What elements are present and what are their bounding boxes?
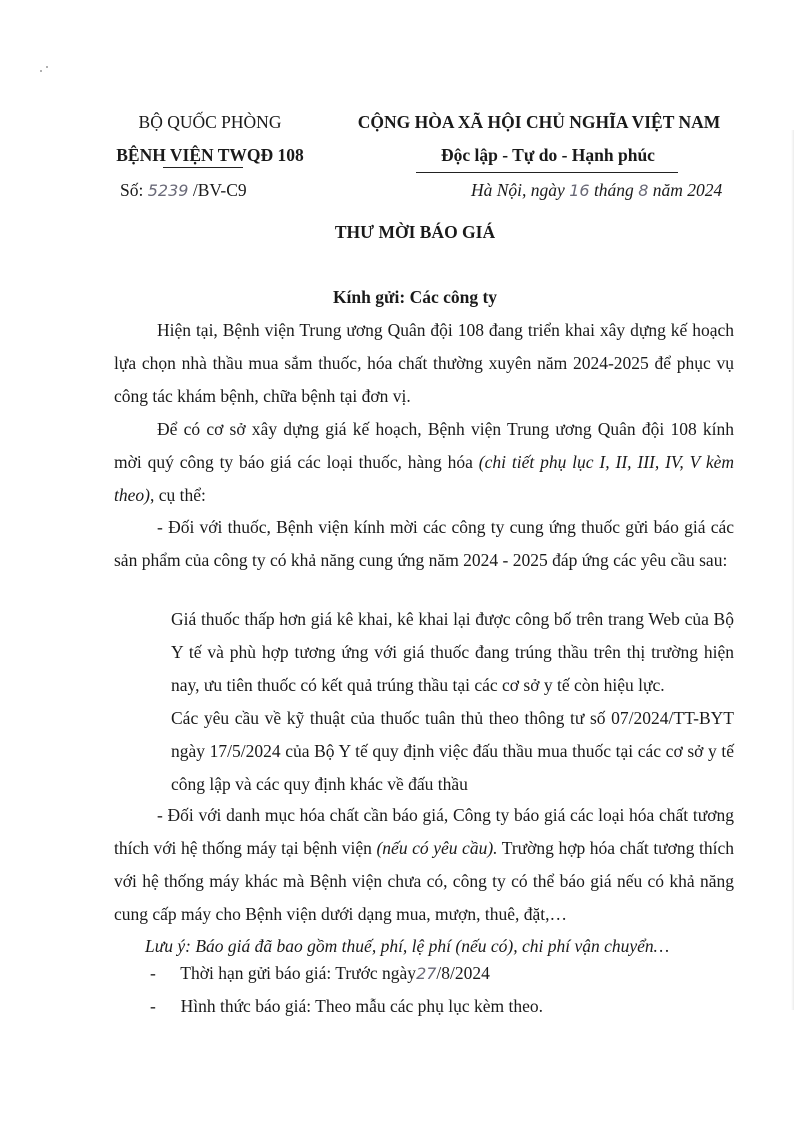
bullet-deadline bbox=[150, 963, 490, 984]
paragraph-technical-requirement: Các yêu cầu về kỹ thuật của thuốc tuân thủ theo thông tư số 07/2024/TT-BYT ngày 17/5/2024 của Bộ Y tế quy định việc đấu thầu mua thuốc tại các cơ sở y tế công lập và các quy định khác về đấu thầu bbox=[171, 708, 734, 794]
handwritten-day: 16 bbox=[569, 181, 590, 200]
number-suffix: /BV-C9 bbox=[192, 180, 247, 200]
motto-underline bbox=[416, 172, 678, 173]
paragraph-request bbox=[114, 413, 734, 512]
paragraph-request-end: , cụ thể: bbox=[149, 485, 206, 505]
paragraph-drugs: - Đối với thuốc, Bệnh viện kính mời các công ty cung ứng thuốc gửi báo giá các sản phẩm của công ty có khả năng cung ứng năm 2024 - 2025 đáp ứng các yêu cầu sau: bbox=[114, 517, 734, 570]
document-date bbox=[471, 180, 722, 201]
conditional-note: (nếu có yêu cầu). bbox=[376, 838, 498, 858]
paragraph-chemicals-text: - Đối với danh mục hóa chất cần báo giá, Công ty báo giá các loại hóa chất tương thích với hệ thống máy tại bệnh viện bbox=[114, 805, 734, 858]
hospital-underline bbox=[163, 167, 243, 168]
format-text: Hình thức báo giá: Theo mẫu các phụ lục kèm theo. bbox=[180, 996, 544, 1016]
paragraph-request-text: Để có cơ sở xây dựng giá kế hoạch, Bệnh viện Trung ương Quân đội 108 kính mời quý công ty báo giá các loại thuốc, hàng hóa bbox=[114, 419, 734, 472]
scan-speck bbox=[40, 70, 42, 72]
bullet-dash: - bbox=[150, 963, 156, 983]
bullet-format bbox=[150, 996, 543, 1017]
deadline-text: Thời hạn gửi báo giá: Trước ngày bbox=[180, 963, 417, 983]
number-prefix: Số: bbox=[120, 180, 144, 200]
appendix-reference: (chi tiết phụ lục I, II, III, IV, V kèm theo) bbox=[114, 452, 734, 505]
date-prefix: Hà Nội, ngày bbox=[471, 180, 565, 200]
handwritten-number: 5239 bbox=[147, 181, 189, 200]
deadline-date-suffix: /8/2024 bbox=[436, 963, 490, 983]
document-title: THƯ MỜI BÁO GIÁ bbox=[334, 222, 496, 242]
paragraph-chemicals-end: Trường hợp hóa chất tương thích với hệ thống máy khác mà Bệnh viện chưa có, công ty có thể báo giá nếu có khả năng cung cấp máy cho Bệnh viện dưới dạng mua, mượn, thuê, đặt,… bbox=[114, 838, 734, 924]
price-note: Lưu ý: Báo giá đã bao gồm thuế, phí, lệ phí (nếu có), chi phí vận chuyển… bbox=[145, 936, 670, 956]
date-year: năm 2024 bbox=[652, 180, 723, 200]
paragraph-price-requirement: Giá thuốc thấp hơn giá kê khai, kê khai lại được công bố trên trang Web của Bộ Y tế và phù hợp tương ứng với giá thuốc đang trúng thầu trên thị trường hiện nay, ưu tiên thuốc có kết quả trúng thầu tại các cơ sở y tế còn hiệu lực. bbox=[171, 609, 734, 695]
document-number bbox=[120, 180, 247, 201]
bullet-dash: - bbox=[150, 996, 156, 1016]
date-month-label: tháng bbox=[593, 180, 634, 200]
scan-speck bbox=[46, 66, 48, 68]
national-motto: Độc lập - Tự do - Hạnh phúc bbox=[441, 145, 655, 165]
ministry-name: BỘ QUỐC PHÒNG bbox=[138, 112, 282, 132]
handwritten-month: 8 bbox=[638, 181, 649, 200]
recipient-line: Kính gửi: Các công ty bbox=[332, 287, 498, 307]
paragraph-chemicals bbox=[114, 799, 734, 931]
hospital-name: BỆNH VIỆN TWQĐ 108 bbox=[116, 145, 304, 165]
handwritten-deadline-day: 27 bbox=[416, 964, 437, 983]
country-name: CỘNG HÒA XÃ HỘI CHỦ NGHĨA VIỆT NAM bbox=[357, 112, 721, 132]
paragraph-intro: Hiện tại, Bệnh viện Trung ương Quân đội 108 đang triển khai xây dựng kế hoạch lựa chọn nhà thầu mua sắm thuốc, hóa chất thường xuyên năm 2024-2025 để phục vụ công tác khám bệnh, chữa bệnh tại đơn vị. bbox=[114, 320, 734, 406]
